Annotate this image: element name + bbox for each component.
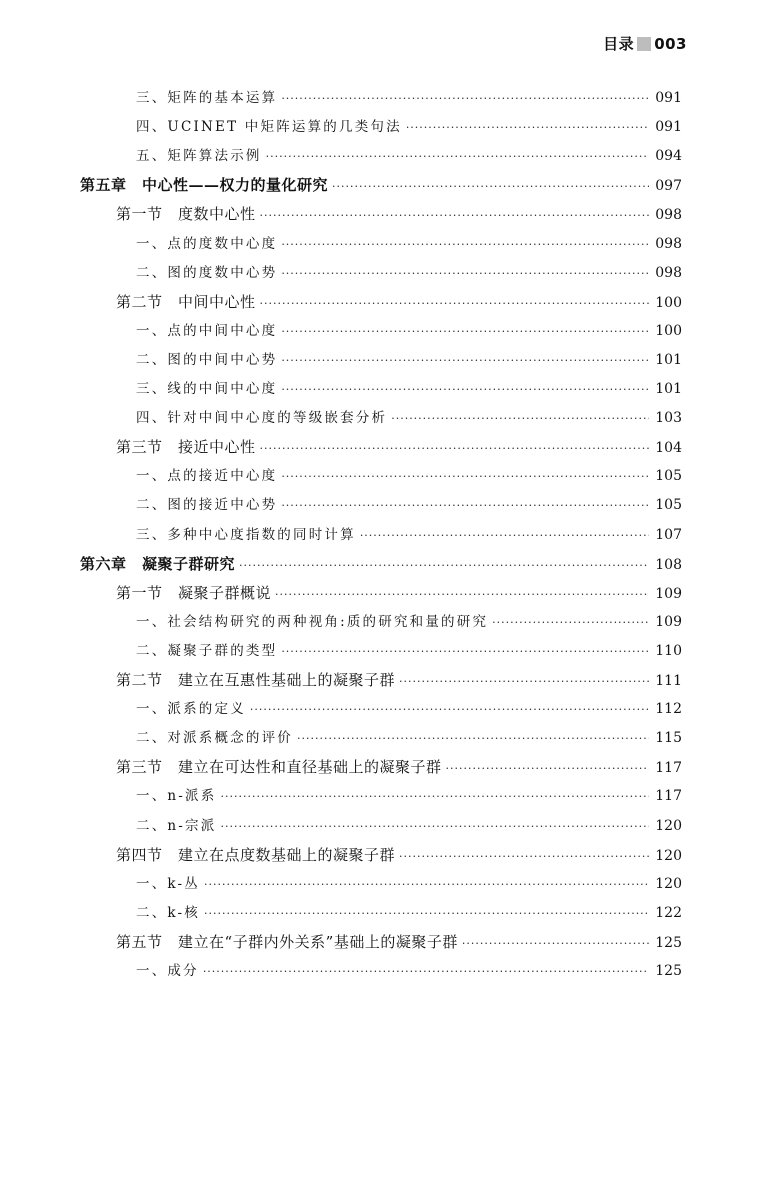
toc-entry-title: 第二节 中间中心性	[116, 292, 256, 311]
dot-leader	[281, 349, 649, 373]
toc-entry-page: 098	[655, 235, 682, 252]
toc-entry-sub	[136, 348, 682, 372]
toc-entry-title: 三、矩阵的基本运算	[136, 90, 278, 106]
toc-entry-sub	[136, 872, 682, 896]
toc-entry-page: 120	[655, 817, 682, 834]
toc-entry-sub	[136, 784, 682, 808]
dot-leader	[406, 116, 649, 140]
toc-entry-title: 二、图的中间中心势	[136, 351, 278, 368]
toc-entry-sub	[136, 144, 682, 168]
toc-entry-title: 一、n-派系	[136, 788, 217, 805]
toc-entry-chapter	[80, 552, 682, 576]
toc-entry-sub	[136, 726, 682, 750]
toc-entry-page: 101	[655, 381, 682, 397]
dot-leader	[281, 640, 649, 664]
toc-entry-title: 一、社会结构研究的两种视角:质的研究和量的研究	[136, 613, 489, 630]
toc-entry-title: 一、成分	[136, 963, 199, 979]
dot-leader	[462, 932, 649, 956]
dot-leader	[399, 670, 649, 694]
toc-entry-title: 第三节 建立在可达性和直径基础上的凝聚子群	[116, 758, 442, 777]
dot-leader	[446, 757, 650, 781]
dot-leader	[281, 320, 649, 344]
toc-entry-page: 117	[655, 760, 682, 777]
toc-entry-sub	[136, 232, 682, 256]
toc-entry-title: 第四节 建立在点度数基础上的凝聚子群	[116, 845, 396, 864]
toc-entry-sub	[136, 261, 682, 285]
toc-entry-title: 第六章 凝聚子群研究	[80, 554, 236, 573]
toc-entry-title: 二、k-核	[136, 904, 201, 921]
dot-leader	[220, 785, 649, 809]
dot-leader	[239, 554, 649, 578]
toc-entry-section	[116, 581, 682, 605]
toc-entry-page: 091	[655, 90, 682, 106]
toc-entry-sub	[136, 464, 682, 488]
toc-entry-sub	[136, 639, 682, 663]
toc-entry-sub	[136, 959, 682, 983]
dot-leader	[275, 583, 649, 607]
toc-entry-section	[116, 202, 682, 226]
toc-entry-sub	[136, 901, 682, 925]
dot-leader	[399, 845, 649, 869]
toc-entry-page: 122	[655, 904, 682, 921]
toc-entry-page: 097	[655, 178, 682, 195]
toc-entry-title: 二、图的接近中心势	[136, 497, 278, 514]
toc-entry-page: 109	[655, 613, 682, 630]
toc-entry-page: 098	[655, 207, 682, 224]
toc-entry-sub	[136, 115, 682, 139]
dot-leader	[297, 727, 649, 751]
toc-entry-title: 第五章 中心性——权力的量化研究	[80, 176, 329, 195]
toc-entry-page: 100	[655, 294, 682, 311]
toc-entry-title: 一、派系的定义	[136, 701, 246, 718]
toc-entry-page: 105	[655, 468, 682, 485]
toc-entry-title: 四、针对中间中心度的等级嵌套分析	[136, 410, 388, 427]
toc-entry-page: 109	[655, 585, 682, 602]
dot-leader	[250, 698, 649, 722]
toc-entry-title: 一、点的中间中心度	[136, 322, 278, 339]
toc-entry-title: 一、点的接近中心度	[136, 468, 278, 485]
toc-entry-page: 112	[655, 701, 682, 718]
toc-entry-page: 117	[655, 788, 682, 805]
toc-entry-title: 二、n-宗派	[136, 817, 217, 834]
toc-entry-page: 108	[655, 556, 682, 573]
dot-leader	[281, 233, 649, 257]
toc-entry-section	[116, 435, 682, 459]
toc-entry-page: 094	[655, 148, 682, 165]
toc-entry-sub	[136, 697, 682, 721]
toc-entry-title: 三、线的中间中心度	[136, 381, 278, 397]
toc-entry-sub	[136, 86, 682, 110]
toc-entry-page: 100	[655, 322, 682, 339]
toc-entry-title: 二、对派系概念的评价	[136, 730, 293, 747]
dot-leader	[260, 292, 650, 316]
page-header	[603, 33, 687, 54]
dot-leader	[281, 465, 649, 489]
dot-leader	[281, 87, 649, 111]
toc-entry-page: 091	[655, 119, 682, 136]
header-page-number: 003	[654, 34, 687, 53]
toc-entry-section	[116, 843, 682, 867]
toc-entry-title: 第一节 度数中心性	[116, 205, 256, 224]
dot-leader	[220, 815, 649, 839]
toc-entry-page: 107	[655, 526, 682, 543]
square-icon	[637, 37, 651, 51]
toc-entry-section	[116, 290, 682, 314]
toc-entry-page: 125	[655, 963, 682, 979]
toc-entry-chapter	[80, 173, 682, 197]
toc-entry-sub	[136, 610, 682, 634]
dot-leader	[360, 524, 649, 548]
toc-entry-page: 125	[655, 934, 682, 951]
toc-entry-page: 098	[655, 264, 682, 281]
dot-leader	[204, 873, 649, 897]
dot-leader	[260, 204, 650, 228]
toc-entry-page: 115	[655, 730, 682, 747]
header-title: 目录	[603, 35, 635, 53]
toc-entry-title: 一、k-丛	[136, 875, 201, 892]
toc-entry-page: 120	[655, 875, 682, 892]
toc-entry-title: 五、矩阵算法示例	[136, 148, 262, 165]
toc-entry-page: 101	[655, 351, 682, 368]
toc-entry-title: 四、UCINET 中矩阵运算的几类句法	[136, 119, 402, 136]
dot-leader	[332, 175, 649, 199]
toc-entry-title: 二、凝聚子群的类型	[136, 642, 278, 659]
toc-entry-title: 三、多种中心度指数的同时计算	[136, 526, 356, 543]
toc-entry-section	[116, 668, 682, 692]
dot-leader	[266, 145, 650, 169]
toc-entry-page: 103	[655, 410, 682, 427]
toc-entry-title: 第三节 接近中心性	[116, 438, 256, 457]
toc-entry-title: 一、点的度数中心度	[136, 235, 278, 252]
toc-entry-sub	[136, 493, 682, 517]
toc-entry-sub	[136, 319, 682, 343]
toc-entry-sub	[136, 377, 682, 401]
toc-entry-section	[116, 930, 682, 954]
dot-leader	[203, 960, 649, 984]
toc-entry-sub	[136, 523, 682, 547]
toc-entry-title: 第二节 建立在互惠性基础上的凝聚子群	[116, 671, 396, 689]
toc-entry-page: 120	[655, 847, 682, 864]
toc-entry-title: 二、图的度数中心势	[136, 264, 278, 281]
toc-entry-page: 110	[655, 642, 682, 659]
dot-leader	[391, 407, 649, 431]
dot-leader	[281, 378, 649, 402]
toc-entry-page: 105	[655, 497, 682, 514]
dot-leader	[204, 902, 649, 926]
toc-entry-title: 第五节 建立在“子群内外关系”基础上的凝聚子群	[116, 932, 458, 951]
toc-entry-section	[116, 755, 682, 779]
toc-entry-sub	[136, 814, 682, 838]
toc-entry-title: 第一节 凝聚子群概说	[116, 583, 272, 602]
toc-entry-page: 111	[655, 673, 682, 689]
dot-leader	[492, 611, 649, 635]
dot-leader	[281, 262, 649, 286]
dot-leader	[260, 437, 650, 461]
toc-entry-page: 104	[655, 440, 682, 457]
dot-leader	[281, 494, 649, 518]
toc-entry-sub	[136, 406, 682, 430]
